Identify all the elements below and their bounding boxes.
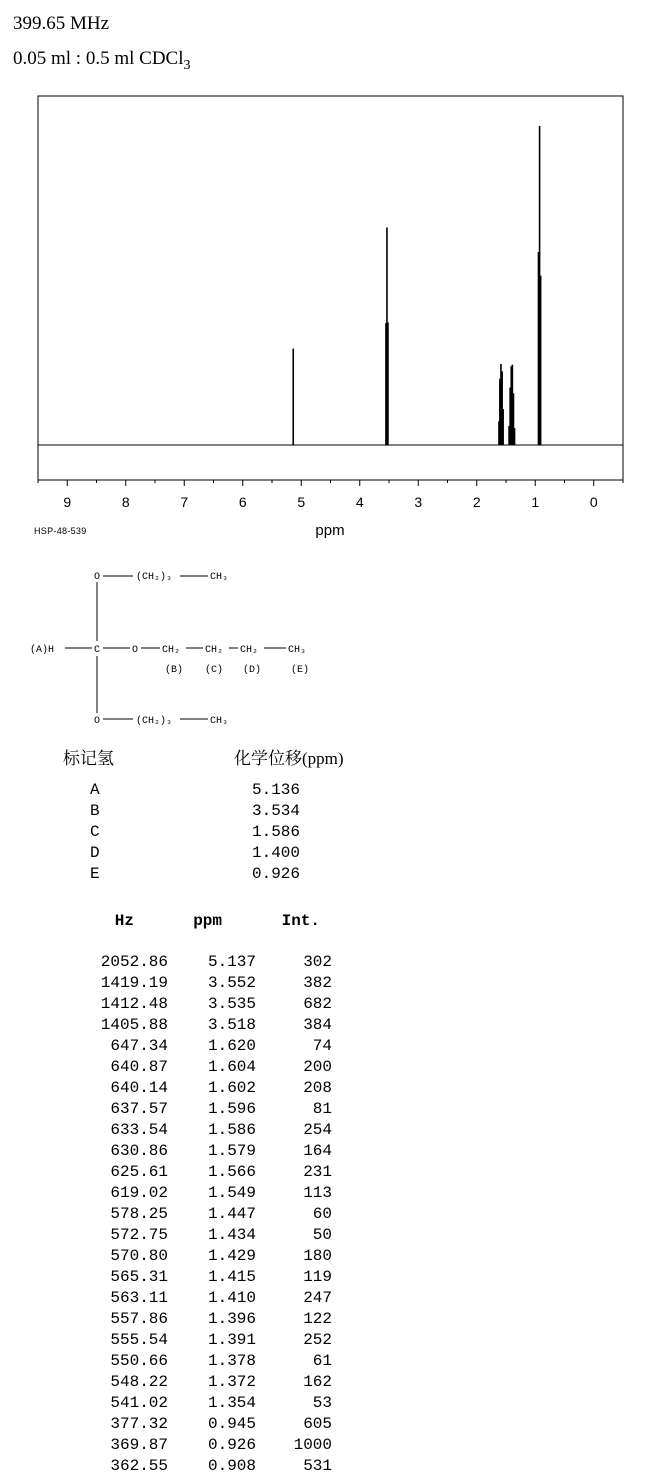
peak-hz: 541.02 [110, 1394, 168, 1412]
shift-label: C [90, 823, 100, 841]
peak-hz: 570.80 [110, 1247, 168, 1265]
shift-label: E [90, 865, 100, 883]
peak-row [80, 1078, 332, 1099]
peak-row [80, 1183, 332, 1204]
peak-hz: 637.57 [110, 1100, 168, 1118]
peak-ppm: 1.434 [207, 1226, 256, 1244]
peak-ppm: 3.518 [207, 1016, 256, 1034]
peak-ppm: 1.378 [207, 1352, 256, 1370]
nmr-spectrum-chart [0, 0, 652, 545]
peak-row [80, 1351, 332, 1372]
peak-intensity: 81 [312, 1100, 332, 1118]
peak-hz: 557.86 [110, 1310, 168, 1328]
peak-table-header [90, 912, 320, 930]
peak-ppm: 1.429 [207, 1247, 256, 1265]
peak-intensity: 60 [312, 1205, 332, 1223]
x-axis-ticks [38, 480, 623, 510]
peak-row [80, 1057, 332, 1078]
peak-ppm: 1.566 [207, 1163, 256, 1181]
peak-hz: 630.86 [110, 1142, 168, 1160]
peak-hz: 563.11 [110, 1289, 168, 1307]
peak-ppm: 5.137 [207, 953, 256, 971]
peak-hz: 625.61 [110, 1163, 168, 1181]
peak-row [80, 1288, 332, 1309]
x-tick-label: 6 [238, 494, 247, 510]
peak-hz: 640.87 [110, 1058, 168, 1076]
peak-row [80, 994, 332, 1015]
peak-ppm: 0.908 [207, 1457, 256, 1475]
peak-intensity: 164 [303, 1142, 332, 1160]
int-column-header: Int. [281, 912, 320, 930]
peak-hz: 2052.86 [100, 953, 168, 971]
shift-value: 3.534 [251, 802, 300, 820]
peak-row [80, 1015, 332, 1036]
mid-ch2-d: CH₂ [240, 645, 259, 656]
peak-hz: 619.02 [110, 1184, 168, 1202]
shift-table [90, 780, 300, 885]
peak-intensity: 302 [303, 953, 332, 971]
x-tick-label: 1 [531, 494, 540, 510]
peak-row [80, 1036, 332, 1057]
peak-row [80, 1414, 332, 1435]
label-c: (C) [205, 665, 224, 676]
peak-intensity: 231 [303, 1163, 332, 1181]
peak-hz: 647.34 [110, 1037, 168, 1055]
x-tick-label: 5 [297, 494, 306, 510]
peak-row [80, 1099, 332, 1120]
bottom-chain-end: CH₃ [210, 716, 229, 727]
top-chain-end: CH₃ [210, 572, 229, 583]
x-tick-label: 2 [472, 494, 481, 510]
peak-hz: 1412.48 [100, 995, 168, 1013]
x-tick-label: 3 [414, 494, 423, 510]
peak-row [80, 1456, 332, 1477]
shift-label: A [90, 781, 100, 799]
peak-table [80, 952, 332, 1477]
peak-intensity: 247 [303, 1289, 332, 1307]
peak-ppm: 1.579 [207, 1142, 256, 1160]
peak-row [80, 1141, 332, 1162]
peak-intensity: 53 [312, 1394, 332, 1412]
peak-row [80, 1372, 332, 1393]
peak-ppm: 1.354 [207, 1394, 256, 1412]
spectrometer-frequency: 399.65 MHz [13, 13, 110, 34]
top-chain: (CH₂)₃ [136, 572, 173, 583]
peak-hz: 548.22 [110, 1373, 168, 1391]
peak-intensity: 61 [312, 1352, 332, 1370]
peak-row [80, 1393, 332, 1414]
shift-row [90, 864, 300, 885]
peak-row [80, 1162, 332, 1183]
peak-intensity: 113 [303, 1184, 332, 1202]
peak-hz: 572.75 [110, 1226, 168, 1244]
peak-ppm: 1.620 [207, 1037, 256, 1055]
peak-intensity: 682 [303, 995, 332, 1013]
peak-ppm: 1.549 [207, 1184, 256, 1202]
spectrum-code: HSP-48-539 [34, 526, 87, 536]
peak-intensity: 180 [303, 1247, 332, 1265]
peak-hz: 369.87 [110, 1436, 168, 1454]
peak-row [80, 1246, 332, 1267]
x-axis-title: ppm [315, 522, 345, 539]
peak-hz: 578.25 [110, 1205, 168, 1223]
peak-row [80, 1435, 332, 1456]
peak-hz: 565.31 [110, 1268, 168, 1286]
peak-ppm: 0.945 [207, 1415, 256, 1433]
peak-ppm: 1.410 [207, 1289, 256, 1307]
peak-row [80, 1309, 332, 1330]
peak-row [80, 1204, 332, 1225]
peak-ppm: 1.602 [207, 1079, 256, 1097]
peak-intensity: 208 [303, 1079, 332, 1097]
peak-intensity: 200 [303, 1058, 332, 1076]
peak-row [80, 1120, 332, 1141]
x-tick-label: 8 [121, 494, 130, 510]
shift-row [90, 822, 300, 843]
peak-hz: 377.32 [110, 1415, 168, 1433]
peak-ppm: 1.586 [207, 1121, 256, 1139]
peak-ppm: 1.604 [207, 1058, 256, 1076]
mid-ch2-c: CH₂ [205, 645, 224, 656]
peak-row [80, 1225, 332, 1246]
peak-row [80, 1330, 332, 1351]
peak-hz: 640.14 [110, 1079, 168, 1097]
peak-ppm: 0.926 [207, 1436, 256, 1454]
label-b: (B) [165, 665, 184, 676]
x-tick-label: 0 [589, 494, 598, 510]
peak-row [80, 1267, 332, 1288]
shift-value: 1.586 [251, 823, 300, 841]
hydrogen-a-label: (A)H [30, 645, 55, 656]
shift-label: D [90, 844, 100, 862]
shift-row [90, 801, 300, 822]
peak-ppm: 3.552 [207, 974, 256, 992]
peak-hz: 362.55 [110, 1457, 168, 1475]
concentration-text: 0.05 ml : 0.5 ml CDCl [13, 48, 184, 69]
ppm-column-header: ppm [193, 912, 222, 930]
concentration-subscript: 3 [183, 57, 191, 73]
middle-oxygen: O [132, 645, 139, 656]
plot-frame [38, 96, 623, 480]
peak-hz: 1405.88 [100, 1016, 168, 1034]
shift-table-label-header: 标记氢 [63, 749, 114, 768]
peak-ppm: 1.396 [207, 1310, 256, 1328]
mid-ch3-e: CH₃ [288, 645, 307, 656]
shift-row [90, 843, 300, 864]
shift-value: 5.136 [251, 781, 300, 799]
shift-row [90, 780, 300, 801]
peak-ppm: 1.372 [207, 1373, 256, 1391]
peak-intensity: 162 [303, 1373, 332, 1391]
peak-hz: 555.54 [110, 1331, 168, 1349]
peak-hz: 1419.19 [100, 974, 168, 992]
peak-intensity: 254 [303, 1121, 332, 1139]
peak-hz: 633.54 [110, 1121, 168, 1139]
bottom-chain: (CH₂)₃ [136, 716, 173, 727]
peak-ppm: 1.447 [207, 1205, 256, 1223]
shift-label: B [90, 802, 100, 820]
peak-intensity: 50 [312, 1226, 332, 1244]
central-carbon: C [94, 645, 101, 656]
peak-intensity: 74 [312, 1037, 332, 1055]
peak-hz: 550.66 [110, 1352, 168, 1370]
peak-ppm: 1.415 [207, 1268, 256, 1286]
shift-value: 1.400 [251, 844, 300, 862]
mid-ch2-b: CH₂ [162, 645, 181, 656]
x-tick-label: 9 [63, 494, 72, 510]
molecule-structure [0, 560, 652, 730]
peak-intensity: 119 [303, 1268, 332, 1286]
peak-row [80, 952, 332, 973]
label-d: (D) [243, 665, 262, 676]
x-tick-label: 4 [355, 494, 364, 510]
peak-intensity: 1000 [293, 1436, 332, 1454]
peak-ppm: 1.391 [207, 1331, 256, 1349]
hz-column-header: Hz [114, 912, 134, 930]
peak-ppm: 1.596 [207, 1100, 256, 1118]
label-e: (E) [291, 665, 310, 676]
peak-intensity: 252 [303, 1331, 332, 1349]
peak-row [80, 973, 332, 994]
top-oxygen: O [94, 572, 101, 583]
peak-layer [293, 126, 540, 445]
peak-intensity: 384 [303, 1016, 332, 1034]
peak-intensity: 605 [303, 1415, 332, 1433]
bottom-oxygen: O [94, 716, 101, 727]
shift-value: 0.926 [251, 865, 300, 883]
peak-intensity: 382 [303, 974, 332, 992]
peak-intensity: 531 [303, 1457, 332, 1475]
shift-table-shift-header: 化学位移(ppm) [234, 749, 344, 768]
x-tick-label: 7 [180, 494, 189, 510]
peak-intensity: 122 [303, 1310, 332, 1328]
peak-ppm: 3.535 [207, 995, 256, 1013]
